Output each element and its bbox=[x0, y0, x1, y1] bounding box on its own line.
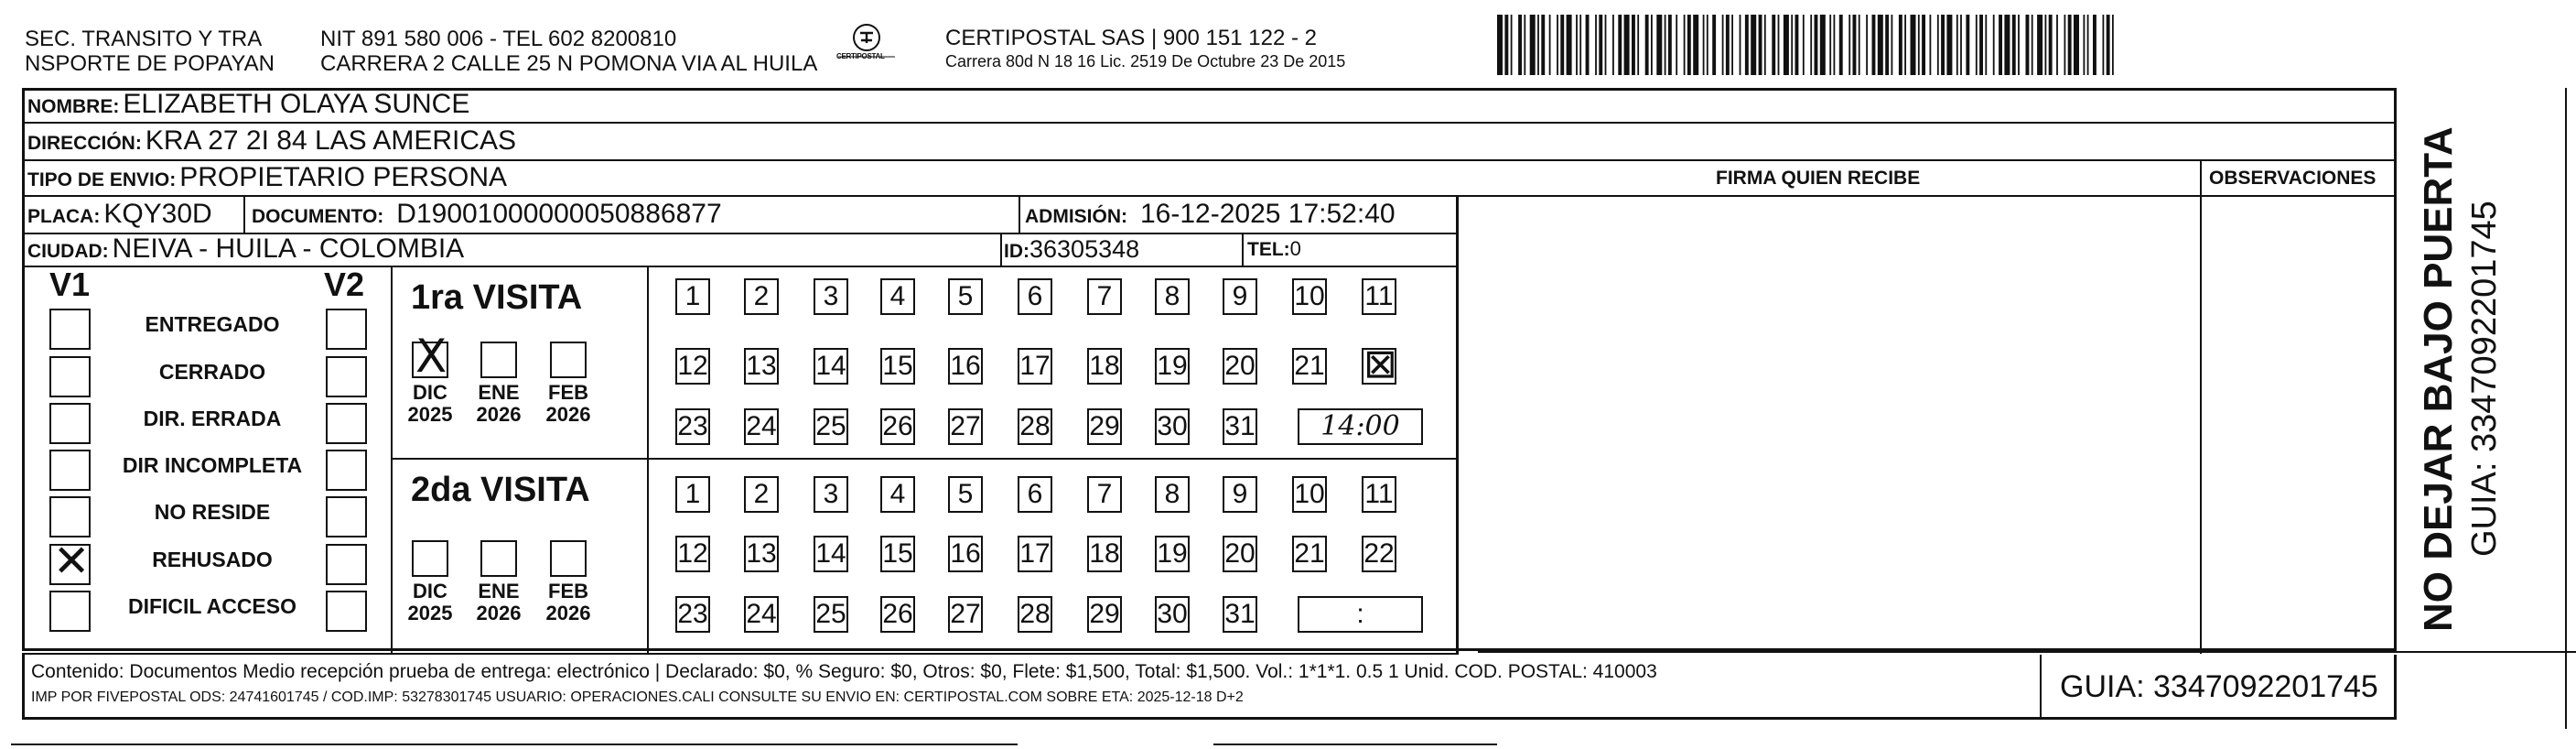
month-checkbox bbox=[480, 540, 517, 577]
day-box: 18 bbox=[1087, 536, 1122, 572]
day-box: 17 bbox=[1018, 536, 1052, 572]
day-box: 10 bbox=[1292, 476, 1327, 513]
barcode-bar bbox=[2103, 15, 2105, 75]
barcode-bar bbox=[1651, 15, 1653, 75]
time-box: : bbox=[1298, 596, 1423, 633]
checkmark-x-icon: ⊠ bbox=[1363, 342, 1397, 386]
barcode-bar bbox=[1751, 15, 1756, 75]
barcode-bar bbox=[1966, 15, 1969, 75]
day-box bbox=[1362, 342, 1397, 386]
day-box: 31 bbox=[1223, 408, 1257, 445]
status-v2-checkbox bbox=[326, 544, 367, 585]
courier-info bbox=[945, 26, 1345, 72]
day-box: 9 bbox=[1223, 476, 1257, 513]
day-box: 29 bbox=[1087, 596, 1122, 633]
status-label: DIR INCOMPLETA bbox=[122, 453, 303, 477]
day-box: 17 bbox=[1018, 348, 1052, 385]
barcode-bar bbox=[1941, 15, 1945, 75]
day-box: 13 bbox=[744, 536, 779, 572]
visit1-title: 1ra VISITA bbox=[411, 278, 583, 317]
month-label bbox=[536, 581, 600, 624]
month-name: DIC bbox=[413, 580, 447, 602]
barcode bbox=[1497, 15, 2119, 75]
day-box: 2 bbox=[744, 476, 779, 513]
barcode-bar bbox=[1993, 15, 1995, 75]
day-box: 16 bbox=[948, 536, 983, 572]
sender-address: CARRERA 2 CALLE 25 N POMONA VIA AL HUILA bbox=[320, 51, 818, 76]
status-v2-checkbox bbox=[326, 591, 367, 632]
barcode-bar bbox=[1866, 15, 1868, 75]
day-box: 8 bbox=[1155, 278, 1190, 315]
day-box: 6 bbox=[1018, 476, 1052, 513]
barcode-bar bbox=[1911, 15, 1916, 75]
barcode-bar bbox=[1707, 15, 1708, 75]
firma-label: FIRMA QUIEN RECIBE bbox=[1716, 168, 1921, 189]
placa-field bbox=[27, 199, 212, 233]
day-box: 23 bbox=[675, 596, 710, 633]
barcode-bar bbox=[1612, 15, 1614, 75]
day-box: 3 bbox=[814, 476, 848, 513]
barcode-bar bbox=[1605, 15, 1607, 75]
barcode-bar bbox=[1745, 15, 1749, 75]
barcode-bar bbox=[2012, 15, 2016, 75]
checkmark-x-icon: ✕ bbox=[53, 537, 91, 586]
month-name: ENE bbox=[478, 580, 520, 602]
barcode-bar bbox=[1976, 15, 1978, 75]
barcode-bar bbox=[1839, 15, 1843, 75]
barcode-bar bbox=[2107, 15, 2110, 75]
day-box: 19 bbox=[1155, 348, 1190, 385]
barcode-bar bbox=[1795, 15, 1799, 75]
day-box: 18 bbox=[1087, 348, 1122, 385]
documento-field bbox=[252, 199, 722, 233]
barcode-bar bbox=[1703, 15, 1705, 75]
checkmark-x-icon: Ⅹ bbox=[415, 331, 447, 382]
barcode-bar bbox=[1878, 15, 1883, 75]
day-box: 21 bbox=[1292, 536, 1327, 572]
barcode-bar bbox=[2045, 15, 2047, 75]
ciudad-label: CIUDAD: bbox=[27, 241, 109, 262]
courier-license: Carrera 80d N 18 16 Lic. 2519 De Octubre 23 De 2015 bbox=[945, 52, 1346, 71]
day-box: 4 bbox=[880, 278, 915, 315]
barcode-bar bbox=[1918, 15, 1920, 75]
barcode-bar bbox=[1684, 15, 1686, 75]
barcode-bar bbox=[1579, 15, 1581, 75]
tipo-field bbox=[27, 162, 507, 196]
side-guia: GUIA: 3347092201745 bbox=[2465, 201, 2504, 557]
day-box: 22 bbox=[1362, 536, 1396, 572]
barcode-bar bbox=[1712, 15, 1716, 75]
tipo-label: TIPO DE ENVIO: bbox=[27, 169, 177, 190]
status-v1-checkbox bbox=[49, 403, 91, 444]
month-checkbox bbox=[550, 540, 587, 577]
barcode-bar bbox=[1815, 15, 1818, 75]
barcode-bar bbox=[1618, 15, 1622, 75]
day-box: 2 bbox=[744, 278, 779, 315]
barcode-bar bbox=[1586, 15, 1590, 75]
barcode-bar bbox=[1829, 15, 1831, 75]
barcode-bar bbox=[2032, 15, 2033, 75]
barcode-bar bbox=[1960, 15, 1962, 75]
day-box: 14 bbox=[814, 348, 848, 385]
day-box: 24 bbox=[744, 408, 779, 445]
barcode-bar bbox=[1549, 15, 1551, 75]
day-box: 12 bbox=[675, 536, 710, 572]
status-label: NO RESIDE bbox=[154, 500, 271, 524]
day-box: 29 bbox=[1087, 408, 1122, 445]
day-box: 6 bbox=[1018, 278, 1052, 315]
barcode-bar bbox=[1904, 15, 1906, 75]
barcode-bar bbox=[1778, 15, 1780, 75]
day-box: 28 bbox=[1018, 596, 1052, 633]
month-label bbox=[467, 382, 531, 426]
barcode-bar bbox=[1892, 15, 1893, 75]
barcode-bar bbox=[1595, 15, 1597, 75]
day-box: 30 bbox=[1155, 596, 1190, 633]
day-box: 7 bbox=[1087, 278, 1122, 315]
direccion-label: DIRECCIÓN: bbox=[27, 133, 142, 154]
placa-label: PLACA: bbox=[27, 206, 101, 227]
barcode-bar bbox=[1557, 15, 1558, 75]
observaciones-label: OBSERVACIONES bbox=[2209, 168, 2377, 189]
status-v2-checkbox bbox=[326, 403, 367, 444]
day-box: 23 bbox=[675, 408, 710, 445]
barcode-bar bbox=[1632, 15, 1635, 75]
barcode-bar bbox=[2084, 15, 2086, 75]
barcode-bar bbox=[1740, 15, 1741, 75]
day-box: 16 bbox=[948, 348, 983, 385]
month-year: 2026 bbox=[476, 403, 522, 426]
barcode-bar bbox=[2049, 15, 2053, 75]
day-box: 31 bbox=[1223, 596, 1257, 633]
sender-contact bbox=[320, 27, 817, 76]
id-value: 36305348 bbox=[1029, 235, 1140, 263]
status-label: REHUSADO bbox=[152, 548, 273, 571]
barcode-bar bbox=[2004, 15, 2010, 75]
barcode-bar bbox=[1820, 15, 1826, 75]
barcode-bar bbox=[1803, 15, 1805, 75]
month-year: 2026 bbox=[545, 403, 591, 426]
barcode-bar bbox=[2068, 15, 2072, 75]
day-box: 5 bbox=[948, 476, 983, 513]
barcode-bar bbox=[1656, 15, 1662, 75]
barcode-bar bbox=[2074, 15, 2079, 75]
barcode-bar bbox=[1676, 15, 1677, 75]
day-box: 11 bbox=[1362, 278, 1396, 315]
tipo-value: PROPIETARIO PERSONA bbox=[179, 162, 508, 192]
barcode-bar bbox=[2093, 15, 2096, 75]
barcode-bar bbox=[1985, 15, 1987, 75]
day-box: 11 bbox=[1362, 476, 1396, 513]
month-name: FEB bbox=[548, 580, 588, 602]
placa-value: KQY30D bbox=[103, 199, 212, 229]
id-field bbox=[1004, 233, 1139, 267]
courier-name: CERTIPOSTAL SAS | 900 151 122 - 2 bbox=[945, 26, 1317, 50]
sender-org bbox=[25, 27, 275, 76]
sender-nit: NIT 891 580 006 - TEL 602 8200810 bbox=[320, 27, 677, 51]
barcode-bar bbox=[1791, 15, 1793, 75]
side-no-dejar: NO DEJAR BAJO PUERTA bbox=[2416, 126, 2461, 632]
nombre-value: ELIZABETH OLAYA SUNCE bbox=[123, 89, 470, 119]
day-box: 7 bbox=[1087, 476, 1122, 513]
day-box: 14 bbox=[814, 536, 848, 572]
barcode-bar bbox=[1645, 15, 1649, 75]
status-label: ENTREGADO bbox=[145, 312, 280, 336]
month-checkbox bbox=[550, 342, 587, 378]
barcode-bar bbox=[1731, 15, 1733, 75]
status-v1-checkbox bbox=[49, 537, 91, 586]
barcode-bar bbox=[1726, 15, 1730, 75]
tel-label: TEL: bbox=[1247, 239, 1290, 260]
barcode-bar bbox=[1560, 15, 1564, 75]
day-box: 20 bbox=[1223, 536, 1257, 572]
nombre-label: NOMBRE: bbox=[27, 96, 120, 117]
barcode-bar bbox=[1956, 15, 1958, 75]
status-v1-checkbox bbox=[49, 591, 91, 632]
sender-org-line1: SEC. TRANSITO Y TRA bbox=[25, 27, 263, 51]
month-label bbox=[398, 581, 462, 624]
barcode-bar bbox=[1693, 15, 1698, 75]
barcode-bar bbox=[1665, 15, 1666, 75]
status-v1-checkbox bbox=[49, 309, 91, 350]
barcode-bar bbox=[1848, 15, 1850, 75]
month-label bbox=[467, 581, 531, 624]
barcode-bar bbox=[1999, 15, 2002, 75]
day-box: 27 bbox=[948, 596, 983, 633]
month-label bbox=[398, 382, 462, 426]
barcode-bar bbox=[1810, 15, 1812, 75]
barcode-bar bbox=[1853, 15, 1857, 75]
barcode-bar bbox=[1946, 15, 1952, 75]
barcode-bar bbox=[2037, 15, 2042, 75]
barcode-bar bbox=[1668, 15, 1672, 75]
v1-label: V1 bbox=[49, 266, 91, 303]
barcode-bar bbox=[1930, 15, 1932, 75]
day-box: 12 bbox=[675, 348, 710, 385]
barcode-bar bbox=[1537, 15, 1539, 75]
ciudad-field bbox=[27, 233, 464, 267]
month-label bbox=[536, 382, 600, 426]
ciudad-value: NEIVA - HUILA - COLOMBIA bbox=[112, 233, 465, 264]
barcode-bar bbox=[1518, 15, 1522, 75]
day-box: 26 bbox=[880, 408, 915, 445]
tel-field bbox=[1247, 233, 1301, 266]
day-box: 19 bbox=[1155, 536, 1190, 572]
barcode-bar bbox=[1885, 15, 1889, 75]
day-box: 15 bbox=[880, 536, 915, 572]
status-v2-checkbox bbox=[326, 309, 367, 350]
footer-guia: GUIA: 3347092201745 bbox=[2060, 669, 2378, 704]
barcode-bar bbox=[2087, 15, 2089, 75]
status-v2-checkbox bbox=[326, 450, 367, 491]
sender-org-line2: NSPORTE DE POPAYAN bbox=[25, 51, 275, 76]
day-box: 1 bbox=[675, 278, 710, 315]
footer-contenido: Contenido: Documentos Medio recepción prueba de entrega: electrónico | Declarado: $0, % Seguro: $0, Otros: $0, Flete: $1,500, Total: $1,500. Vol.: 1*1*1. 0.5 1 Unid. COD. POSTAL: 410003 bbox=[31, 661, 1657, 682]
day-box: 15 bbox=[880, 348, 915, 385]
barcode-bar bbox=[1834, 15, 1836, 75]
certipostal-logo-text: CERTIPOSTAL bbox=[836, 52, 885, 60]
day-box: 21 bbox=[1292, 348, 1327, 385]
barcode-bar bbox=[1567, 15, 1572, 75]
month-year: 2026 bbox=[545, 602, 591, 624]
barcode-bar bbox=[2018, 15, 2020, 75]
day-box: 24 bbox=[744, 596, 779, 633]
barcode-bar bbox=[2056, 15, 2058, 75]
barcode-bar bbox=[1511, 15, 1513, 75]
admision-field bbox=[1025, 199, 1396, 233]
day-box: 5 bbox=[948, 278, 983, 315]
month-name: FEB bbox=[548, 381, 588, 404]
barcode-bar bbox=[1576, 15, 1578, 75]
documento-label: DOCUMENTO: bbox=[252, 206, 384, 227]
certipostal-logo bbox=[835, 22, 899, 66]
day-box: 28 bbox=[1018, 408, 1052, 445]
month-year: 2025 bbox=[407, 602, 453, 624]
barcode-bar bbox=[1759, 15, 1762, 75]
day-box: 10 bbox=[1292, 278, 1327, 315]
status-v2-checkbox bbox=[326, 496, 367, 537]
month-checkbox bbox=[412, 331, 448, 382]
time-box: 14:00 bbox=[1298, 408, 1423, 445]
status-v2-checkbox bbox=[326, 356, 367, 397]
v2-label: V2 bbox=[324, 266, 365, 303]
barcode-bar bbox=[2026, 15, 2030, 75]
day-box: 25 bbox=[814, 596, 848, 633]
status-label: DIR. ERRADA bbox=[143, 407, 282, 430]
tel-value: 0 bbox=[1289, 237, 1301, 260]
barcode-bar bbox=[1624, 15, 1630, 75]
day-box: 26 bbox=[880, 596, 915, 633]
day-box: 27 bbox=[948, 408, 983, 445]
id-label: ID: bbox=[1004, 241, 1029, 262]
barcode-bar bbox=[1637, 15, 1639, 75]
day-box: 1 bbox=[675, 476, 710, 513]
barcode-bar bbox=[1764, 15, 1766, 75]
month-year: 2026 bbox=[476, 602, 522, 624]
documento-value: D19001000000050886877 bbox=[396, 199, 722, 229]
month-year: 2025 bbox=[407, 403, 453, 426]
barcode-bar bbox=[1687, 15, 1691, 75]
footer-imp-line: IMP POR FIVEPOSTAL ODS: 24741601745 / COD.IMP: 53278301745 USUARIO: OPERACIONES.CALI CONSULTE SU ENVIO EN: CERTIPOSTAL.COM SOBRE ETA: 2025-12-18 D+2 bbox=[31, 689, 1244, 705]
day-box: 20 bbox=[1223, 348, 1257, 385]
barcode-bar bbox=[1784, 15, 1789, 75]
day-box: 8 bbox=[1155, 476, 1190, 513]
barcode-bar bbox=[2112, 15, 2114, 75]
barcode-bar bbox=[1497, 15, 1503, 75]
status-v1-checkbox bbox=[49, 450, 91, 491]
barcode-bar bbox=[2064, 15, 2066, 75]
nombre-field bbox=[27, 89, 469, 123]
month-checkbox bbox=[412, 540, 448, 577]
barcode-bar bbox=[1722, 15, 1724, 75]
day-box: 9 bbox=[1223, 278, 1257, 315]
day-box: 13 bbox=[744, 348, 779, 385]
status-label: DIFICIL ACCESO bbox=[127, 594, 296, 618]
barcode-bar bbox=[1899, 15, 1902, 75]
barcode-bar bbox=[1530, 15, 1536, 75]
barcode-bar bbox=[1872, 15, 1876, 75]
day-box: 3 bbox=[814, 278, 848, 315]
barcode-bar bbox=[1504, 15, 1508, 75]
direccion-field bbox=[27, 125, 516, 159]
barcode-bar bbox=[1541, 15, 1545, 75]
month-name: ENE bbox=[478, 381, 520, 404]
direccion-value: KRA 27 2I 84 LAS AMERICAS bbox=[145, 125, 517, 156]
status-label: CERRADO bbox=[158, 360, 266, 384]
admision-label: ADMISIÓN: bbox=[1025, 206, 1127, 227]
visit2-title: 2da VISITA bbox=[411, 471, 590, 509]
barcode-bar bbox=[1772, 15, 1775, 75]
admision-value: 16-12-2025 17:52:40 bbox=[1140, 199, 1396, 229]
barcode-bar bbox=[1524, 15, 1525, 75]
month-name: DIC bbox=[413, 381, 447, 404]
status-v1-checkbox bbox=[49, 496, 91, 537]
barcode-bar bbox=[1979, 15, 1983, 75]
barcode-bar bbox=[1599, 15, 1602, 75]
barcode-bar bbox=[1859, 15, 1860, 75]
barcode-bar bbox=[1937, 15, 1939, 75]
status-v1-checkbox bbox=[49, 356, 91, 397]
day-box: 30 bbox=[1155, 408, 1190, 445]
barcode-bar bbox=[1922, 15, 1925, 75]
month-checkbox bbox=[480, 342, 517, 378]
day-box: 4 bbox=[880, 476, 915, 513]
day-box: 25 bbox=[814, 408, 848, 445]
